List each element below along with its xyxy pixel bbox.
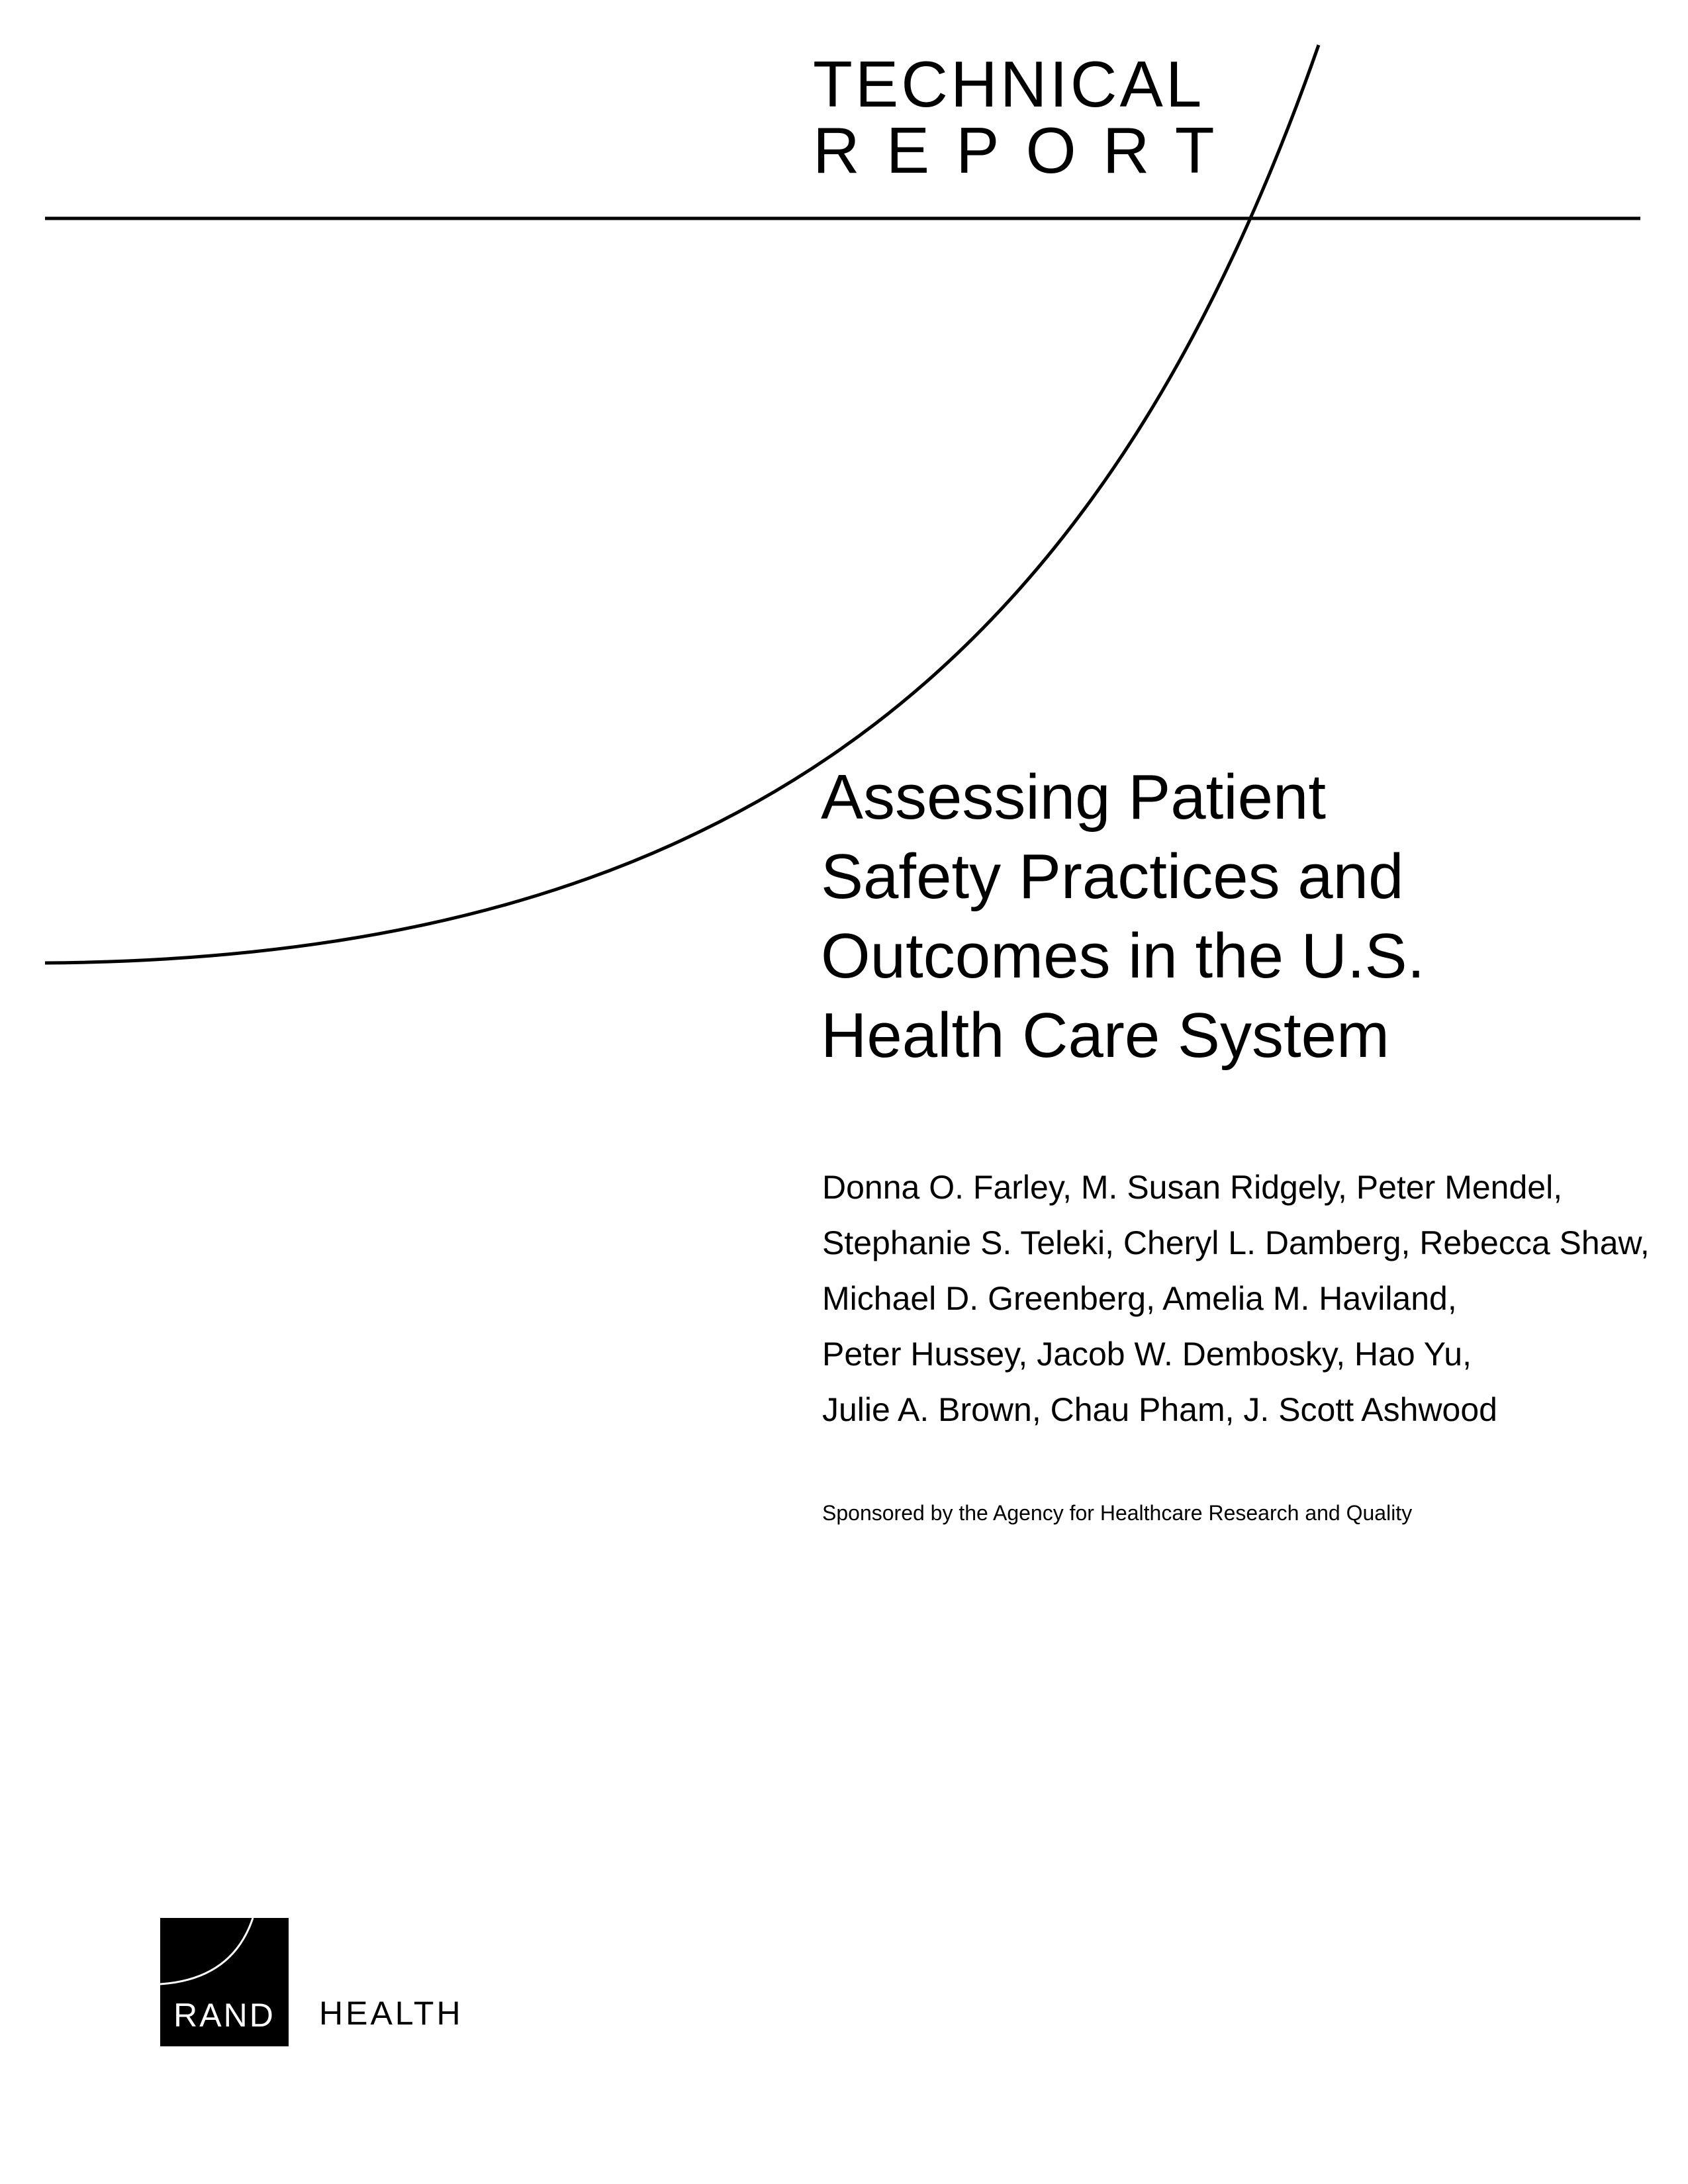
author-line: Stephanie S. Teleki, Cheryl L. Damberg, Rebecca Shaw,	[822, 1224, 1650, 1261]
rand-logo-mark	[160, 1918, 289, 2046]
title-line: Health Care System	[821, 1000, 1389, 1071]
report-type-label	[813, 48, 1241, 187]
report-type-line-2: REPORT	[813, 114, 1241, 187]
rand-division-name: HEALTH	[319, 1995, 463, 2032]
title-line: Outcomes in the U.S.	[821, 921, 1425, 991]
title-line: Safety Practices and	[821, 841, 1404, 912]
report-title	[821, 758, 1615, 1075]
author-line: Donna O. Farley, M. Susan Ridgely, Peter Mendel,	[822, 1169, 1563, 1206]
author-line: Peter Hussey, Jacob W. Dembosky, Hao Yu,	[822, 1336, 1472, 1373]
author-line: Julie A. Brown, Chau Pham, J. Scott Ashwood	[822, 1391, 1497, 1428]
author-line: Michael D. Greenberg, Amelia M. Haviland,	[822, 1280, 1457, 1317]
report-type-line-1: TECHNICAL	[813, 48, 1205, 120]
author-list	[822, 1160, 1669, 1437]
rand-logo-text: RAND	[173, 1997, 275, 2034]
title-line: Assessing Patient	[821, 762, 1327, 833]
sponsor-statement: Sponsored by the Agency for Healthcare Research and Quality	[822, 1501, 1413, 1525]
